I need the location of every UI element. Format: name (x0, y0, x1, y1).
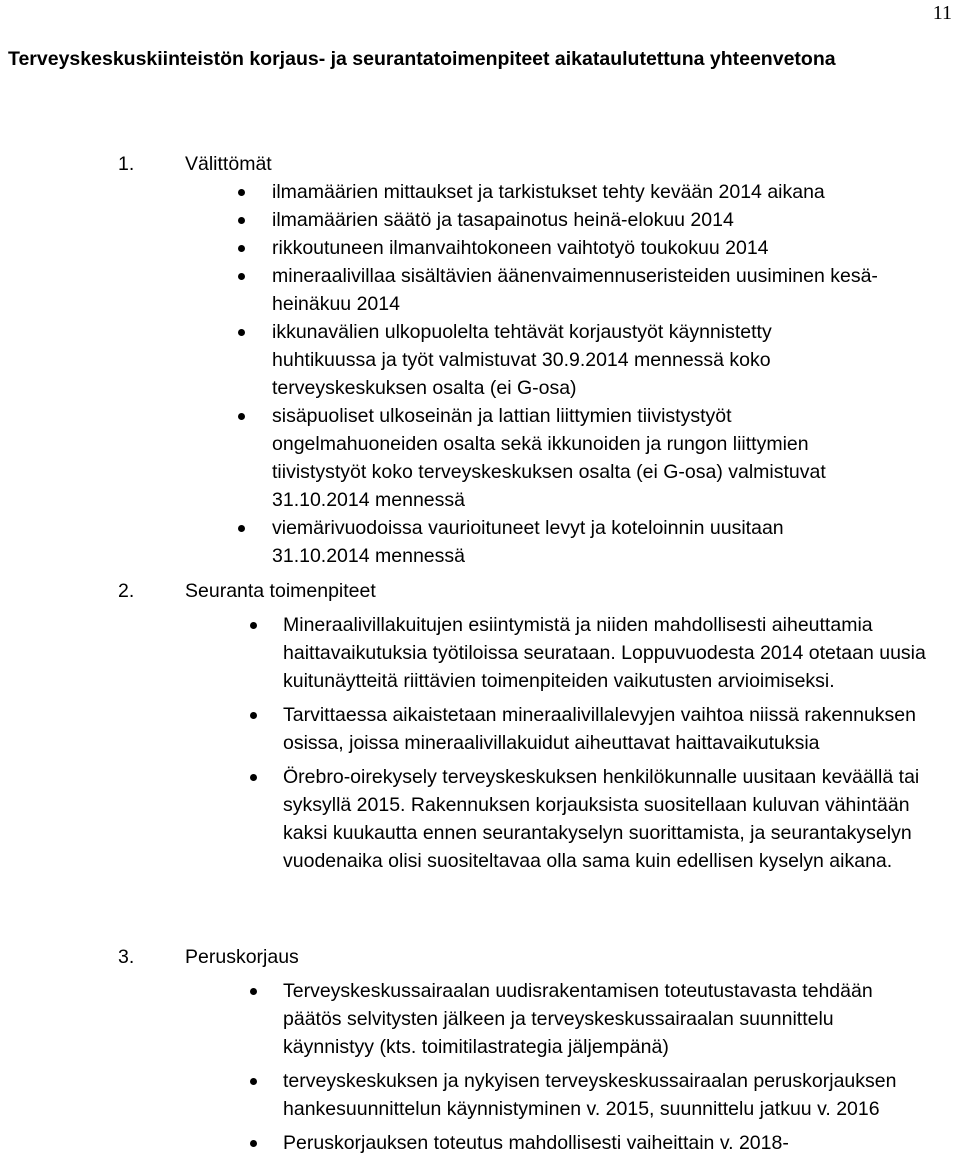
list-item-text: ilmamäärien mittaukset ja tarkistukset tehty kevään 2014 aikana (272, 181, 825, 203)
list-item (118, 402, 878, 514)
bullet-list (118, 178, 878, 570)
page-number: 11 (932, 2, 952, 24)
list-item-text: viemärivuodoissa vaurioituneet levyt ja koteloinnin uusitaan 31.10.2014 mennessä (272, 517, 784, 567)
list-item-text: Peruskorjauksen toteutus mahdollisesti vaiheittain v. 2018- (283, 1132, 789, 1154)
list-item-text: rikkoutuneen ilmanvaihtokoneen vaihtotyö toukokuu 2014 (272, 237, 769, 259)
section-number: 2. (118, 580, 135, 602)
bullet-list (118, 611, 948, 875)
bullet-icon (250, 1140, 257, 1147)
section-heading (118, 151, 950, 178)
list-item-text: Mineraalivillakuitujen esiintymistä ja niiden mahdollisesti aiheuttamia haittavaikutuksia työtiloissa seurataan. Loppuvuodesta 2014 otetaan uusia kuitunäytteitä riittävien toimenpiteiden vaikutusten arvioimiseksi. (283, 614, 926, 692)
list-item (118, 318, 878, 402)
section-number: 3. (118, 946, 135, 968)
section-title: Seuranta toimenpiteet (185, 580, 376, 602)
list-item (118, 763, 948, 875)
list-item-text: ikkunavälien ulkopuolelta tehtävät korjaustyöt käynnistetty huhtikuussa ja työt valmistuvat 30.9.2014 mennessä koko terveyskeskuksen osalta (ei G-osa) (272, 321, 772, 399)
section-monitoring (118, 578, 950, 875)
list-item (118, 262, 878, 318)
bullet-icon (250, 712, 257, 719)
bullet-icon (238, 217, 245, 224)
list-item-text: terveyskeskuksen ja nykyisen terveyskeskussairaalan peruskorjauksen hankesuunnittelun käynnistyminen v. 2015, suunnittelu jatkuu v. 2016 (283, 1070, 897, 1120)
list-item (118, 206, 878, 234)
list-item (118, 1129, 898, 1157)
bullet-icon (238, 189, 245, 196)
section-renovation (118, 944, 950, 1157)
list-item (118, 178, 878, 206)
list-item (118, 611, 948, 695)
bullet-icon (250, 1078, 257, 1085)
list-item-text: Tarvittaessa aikaistetaan mineraalivillalevyjen vaihtoa niissä rakennuksen osissa, joissa mineraalivillakuidut aiheuttavat haittavaikutuksia (283, 704, 916, 754)
bullet-icon (250, 622, 257, 629)
bullet-icon (238, 413, 245, 420)
section-immediate (118, 151, 950, 570)
bullet-list (118, 977, 898, 1157)
section-heading (118, 578, 950, 605)
bullet-icon (238, 245, 245, 252)
list-item (118, 1067, 898, 1123)
section-heading (118, 944, 950, 971)
list-item-text: Örebro-oirekysely terveyskeskuksen henkilökunnalle uusitaan keväällä tai syksyllä 2015. Rakennuksen korjauksista suositellaan kuluvan vähintään kaksi kuukautta ennen seurantakyselyn suorittamista, ja seurantakyselyn vuodenaika olisi suositeltavaa olla sama kuin edellisen kyselyn aikana. (283, 766, 920, 872)
list-item-text: Terveyskeskussairaalan uudisrakentamisen toteutustavasta tehdään päätös selvitysten jälkeen ja terveyskeskussairaalan suunnittelu käynnistyy (kts. toimitilastrategia jäljempänä) (283, 980, 873, 1058)
list-item-text: ilmamäärien säätö ja tasapainotus heinä-elokuu 2014 (272, 209, 734, 231)
list-item (118, 701, 948, 757)
list-item (118, 234, 878, 262)
bullet-icon (250, 774, 257, 781)
list-item-text: mineraalivillaa sisältävien äänenvaimennuseristeiden uusiminen kesä-heinäkuu 2014 (272, 265, 878, 315)
document-title: Terveyskeskuskiinteistön korjaus- ja seurantatoimenpiteet aikataulutettuna yhteenvetona (8, 48, 836, 70)
bullet-icon (238, 525, 245, 532)
bullet-icon (250, 988, 257, 995)
list-item (118, 514, 878, 570)
bullet-icon (238, 273, 245, 280)
list-item-text: sisäpuoliset ulkoseinän ja lattian liittymien tiivistystyöt ongelmahuoneiden osalta sekä ikkunoiden ja rungon liittymien tiivistystyöt koko terveyskeskuksen osalta (ei G-osa) valmistuvat 31.10.2014 mennessä (272, 405, 826, 511)
list-item (118, 977, 898, 1061)
section-title: Peruskorjaus (185, 946, 299, 968)
bullet-icon (238, 329, 245, 336)
section-number: 1. (118, 153, 135, 175)
section-title: Välittömät (185, 153, 272, 175)
